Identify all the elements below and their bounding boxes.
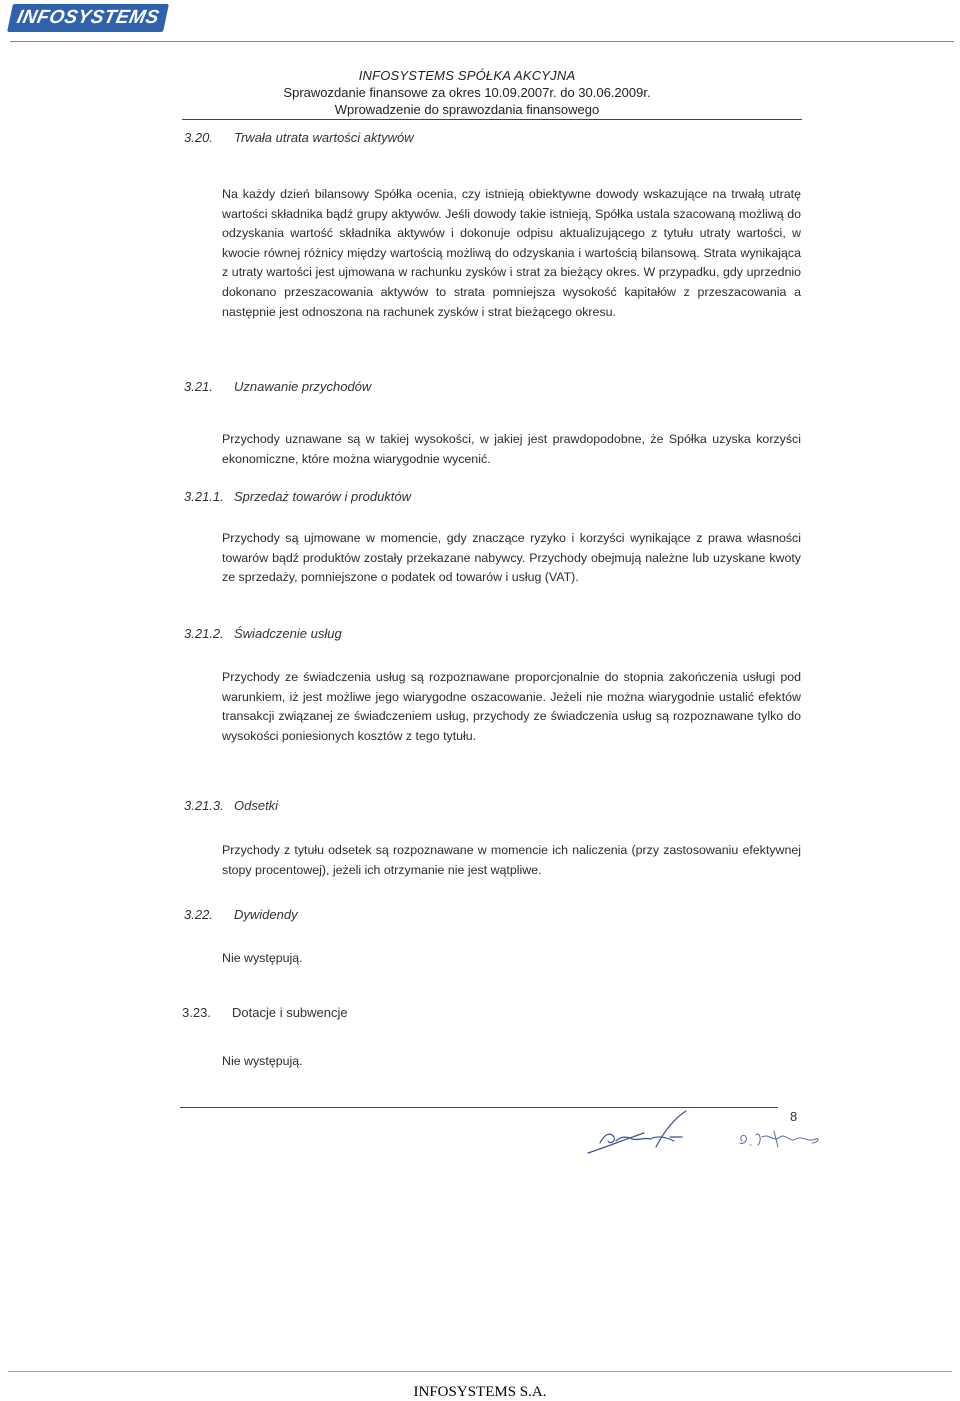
paragraph: Na każdy dzień bilansowy Spółka ocenia, czy istnieją obiektywne dowody wskazujące na trwałą utratę wartości składnika bądź grupy aktywów. Jeśli dowody takie istnieją, Spółka ustala szacowaną możliwą do odzyskania wartość składnika aktywów i dokonuje odpisu aktualizującego z tytułu utraty wartości, w kwocie równej różnicy między wartością możliwą do odzyskania i wartością bilansową. Strata wynikająca z utraty wartości jest ujmowana w rachunku zysków i strat za bieżący okres. W przypadku, gdy uprzednio dokonano przeszacowania aktywów to strata pomniejsza wysokość kapitałów z przeszacowania a następnie jest odnoszona na rachunek zysków i strat bieżącego okresu. [222,187,801,319]
signature-1 [588,1111,686,1153]
section-number: 3.22. [184,907,213,922]
signature-2 [740,1131,818,1147]
paragraph: Przychody ze świadczenia usług są rozpoznawane proporcjonalnie do stopnia zakończenia usługi pod warunkiem, iż jest możliwe jego wiarygodne oszacowanie. Jeżeli nie można wiarygodnie ustalić efektów transakcji związanej ze świadczeniem usług, przychody ze świadczenia usług są rozpoznawane tylko do wysokości poniesionych kosztów z tego tytułu. [222,670,801,743]
scanned-page [150,55,830,1165]
section-heading [184,907,298,922]
section-heading [184,130,414,145]
company-name: INFOSYSTEMS SPÓŁKA AKCYJNA [358,68,576,83]
section-heading [184,379,371,394]
signatures [586,1107,826,1157]
footer-divider [8,1371,952,1372]
paragraph: Przychody uznawane są w takiej wysokości, w jakiej jest prawdopodobne, że Spółka uzyska korzyści ekonomiczne, które można wiarygodnie wycenić. [222,432,801,466]
section-number: 3.21.2. [184,626,224,641]
report-header-rule [182,119,802,120]
header-divider [10,41,954,42]
logo-text: INFOSYSTEMS [7,4,169,32]
page-number: 8 [790,1109,798,1124]
section-title: Uznawanie przychodów [234,379,372,394]
section-number: 3.20. [184,130,213,145]
section-title: Dywidendy [234,907,298,922]
section-number: 3.21.1. [184,489,224,504]
section-number: 3.21. [184,379,213,394]
section-heading [184,626,342,641]
section-title: Trwała utrata wartości aktywów [234,130,414,145]
footer-company: INFOSYSTEMS S.A. [413,1384,547,1400]
paragraph: Nie występują. [222,951,303,965]
section-heading [184,798,278,813]
section-heading [184,489,411,504]
section-title: Odsetki [234,798,279,813]
section-title: Dotacje i subwencje [232,1005,348,1020]
section-heading [182,1005,348,1020]
report-title: Sprawozdanie finansowe za okres 10.09.2007r. do 30.06.2009r. [283,85,651,100]
paragraph: Przychody są ujmowane w momencie, gdy znaczące ryzyko i korzyści wynikające z prawa własności towarów bądź produktów zostały przekazane nabywcy. Przychody obejmują należne lub uzyskane kwoty ze sprzedaży, pomniejszone o podatek od towarów i usług (VAT). [222,531,801,585]
section-title: Sprzedaż towarów i produktów [234,489,412,504]
section-title: Świadczenie usług [234,626,342,641]
report-section: Wprowadzenie do sprawozdania finansowego [334,102,600,117]
paragraph: Nie występują. [222,1054,303,1068]
section-number: 3.23. [182,1005,211,1020]
section-number: 3.21.3. [184,798,224,813]
paragraph: Przychody z tytułu odsetek są rozpoznawane w momencie ich naliczenia (przy zastosowaniu efektywnej stopy procentowej), jeżeli ich otrzymanie nie jest wątpliwe. [222,843,801,877]
company-logo [10,4,166,32]
